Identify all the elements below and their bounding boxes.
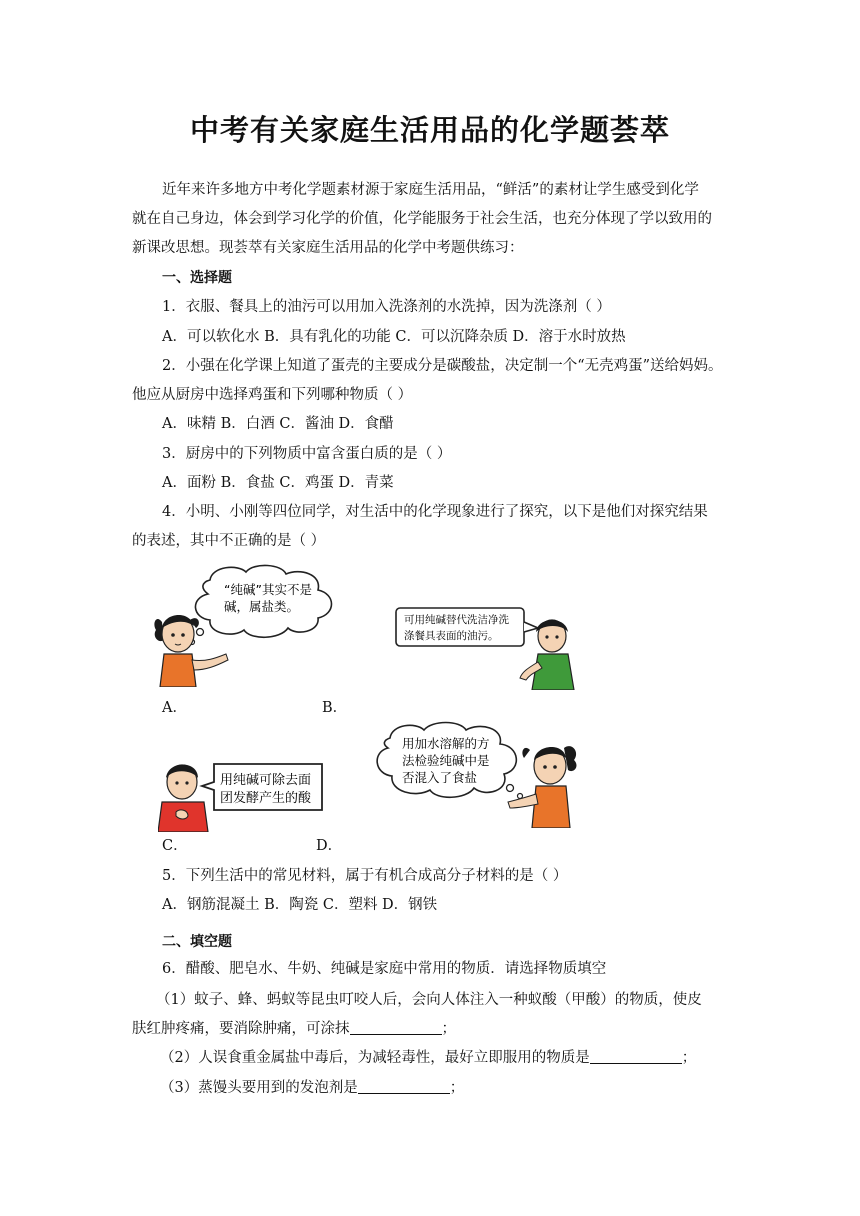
q6-part3-text: （3）蒸馒头要用到的发泡剂是 (160, 1080, 358, 1096)
bubble-c-text-2: 团发酵产生的酸 (220, 791, 312, 806)
intro-line-1: 近年来许多地方中考化学题素材源于家庭生活用品，“鲜活”的素材让学生感受到化学 (162, 182, 699, 198)
bubble-d-text-2: 法检验纯碱中是 (402, 753, 490, 768)
q4-stem-line-2: 的表述，其中不正确的是（ ） (132, 533, 326, 549)
option-label-d: D． (316, 838, 343, 854)
bubble-b-text-1: 可用纯碱替代洗洁净洗 (404, 614, 509, 626)
q1-stem: 1．衣服、餐具上的油污可以用加入洗涤剂的水洗掉，因为洗涤剂（ ） (162, 299, 611, 315)
q6-part2 (160, 1048, 696, 1068)
option-label-a: A． (162, 700, 187, 716)
q6-part3-end: ； (449, 1080, 465, 1096)
intro-line-2: 就在自己身边，体会到学习化学的价值，化学能服务于社会生活，也充分体现了学以致用的 (132, 211, 712, 227)
q6-part2-end: ； (681, 1050, 697, 1066)
q1-options: A．可以软化水 B．具有乳化的功能 C．可以沉降杂质 D．溶于水时放热 (162, 329, 626, 345)
illustration-d-girl (370, 718, 582, 828)
bubble-b-text-2: 涤餐具表面的油污。 (404, 630, 499, 642)
bubble-a-text-1: “纯碱”其实不是 (224, 582, 312, 597)
answer-blank-3[interactable] (358, 1079, 450, 1094)
answer-blank-2[interactable] (590, 1049, 682, 1064)
q6-part1-line-1: （1）蚊子、蜂、蚂蚁等昆虫叮咬人后，会向人体注入一种蚁酸（甲酸）的物质，使皮 (156, 992, 702, 1008)
q6-part3 (160, 1078, 464, 1098)
illustration-b-boy (392, 602, 582, 690)
option-label-c: C． (162, 838, 188, 854)
option-label-b: B． (322, 700, 348, 716)
q6-part1-end: ； (441, 1021, 456, 1037)
bubble-c-text-1: 用纯碱可除去面 (220, 773, 312, 788)
q3-options: A．面粉 B．食盐 C．鸡蛋 D．青菜 (162, 475, 394, 491)
page-title: 中考有关家庭生活用品的化学题荟萃 (189, 113, 670, 147)
q2-stem-line-1: 2．小强在化学课上知道了蛋壳的主要成分是碳酸盐，决定制一个“无壳鸡蛋”送给妈妈。 (162, 358, 723, 374)
bubble-a-text-2: 碱，属盐类。 (224, 599, 300, 614)
q6-part1-text: 肤红肿疼痛，要消除肿痛，可涂抹 (132, 1021, 350, 1037)
q6-part2-text: （2）人误食重金属盐中毒后，为减轻毒性，最好立即服用的物质是 (160, 1050, 590, 1066)
q4-stem-line-1: 4．小明、小刚等四位同学，对生活中的化学现象进行了探究，以下是他们对探究结果 (162, 504, 708, 520)
section-heading-choice: 一、选择题 (162, 270, 232, 286)
q6-stem: 6．醋酸、肥皂水、牛奶、纯碱是家庭中常用的物质．请选择物质填空 (162, 961, 607, 977)
q5-stem: 5．下列生活中的常见材料，属于有机合成高分子材料的是（ ） (162, 868, 568, 884)
bubble-d-text-3: 否混入了食盐 (402, 770, 478, 785)
q5-options: A．钢筋混凝土 B．陶瓷 C．塑料 D．钢铁 (162, 897, 438, 913)
illustration-c-boy (158, 752, 328, 832)
q2-stem-line-2: 他应从厨房中选择鸡蛋和下列哪种物质（ ） (132, 387, 413, 403)
illustration-a-girl (150, 562, 350, 687)
q6-part1-line-2 (132, 1019, 456, 1039)
bubble-d-text-1: 用加水溶解的方 (402, 736, 490, 751)
q3-stem: 3．厨房中的下列物质中富含蛋白质的是（ ） (162, 446, 452, 462)
section-heading-fill: 二、填空题 (162, 934, 232, 950)
answer-blank-1[interactable] (350, 1020, 442, 1035)
intro-line-3: 新课改思想。现荟萃有关家庭生活用品的化学中考题供练习： (132, 240, 524, 256)
q2-options: A．味精 B．白酒 C．酱油 D．食醋 (162, 416, 394, 432)
